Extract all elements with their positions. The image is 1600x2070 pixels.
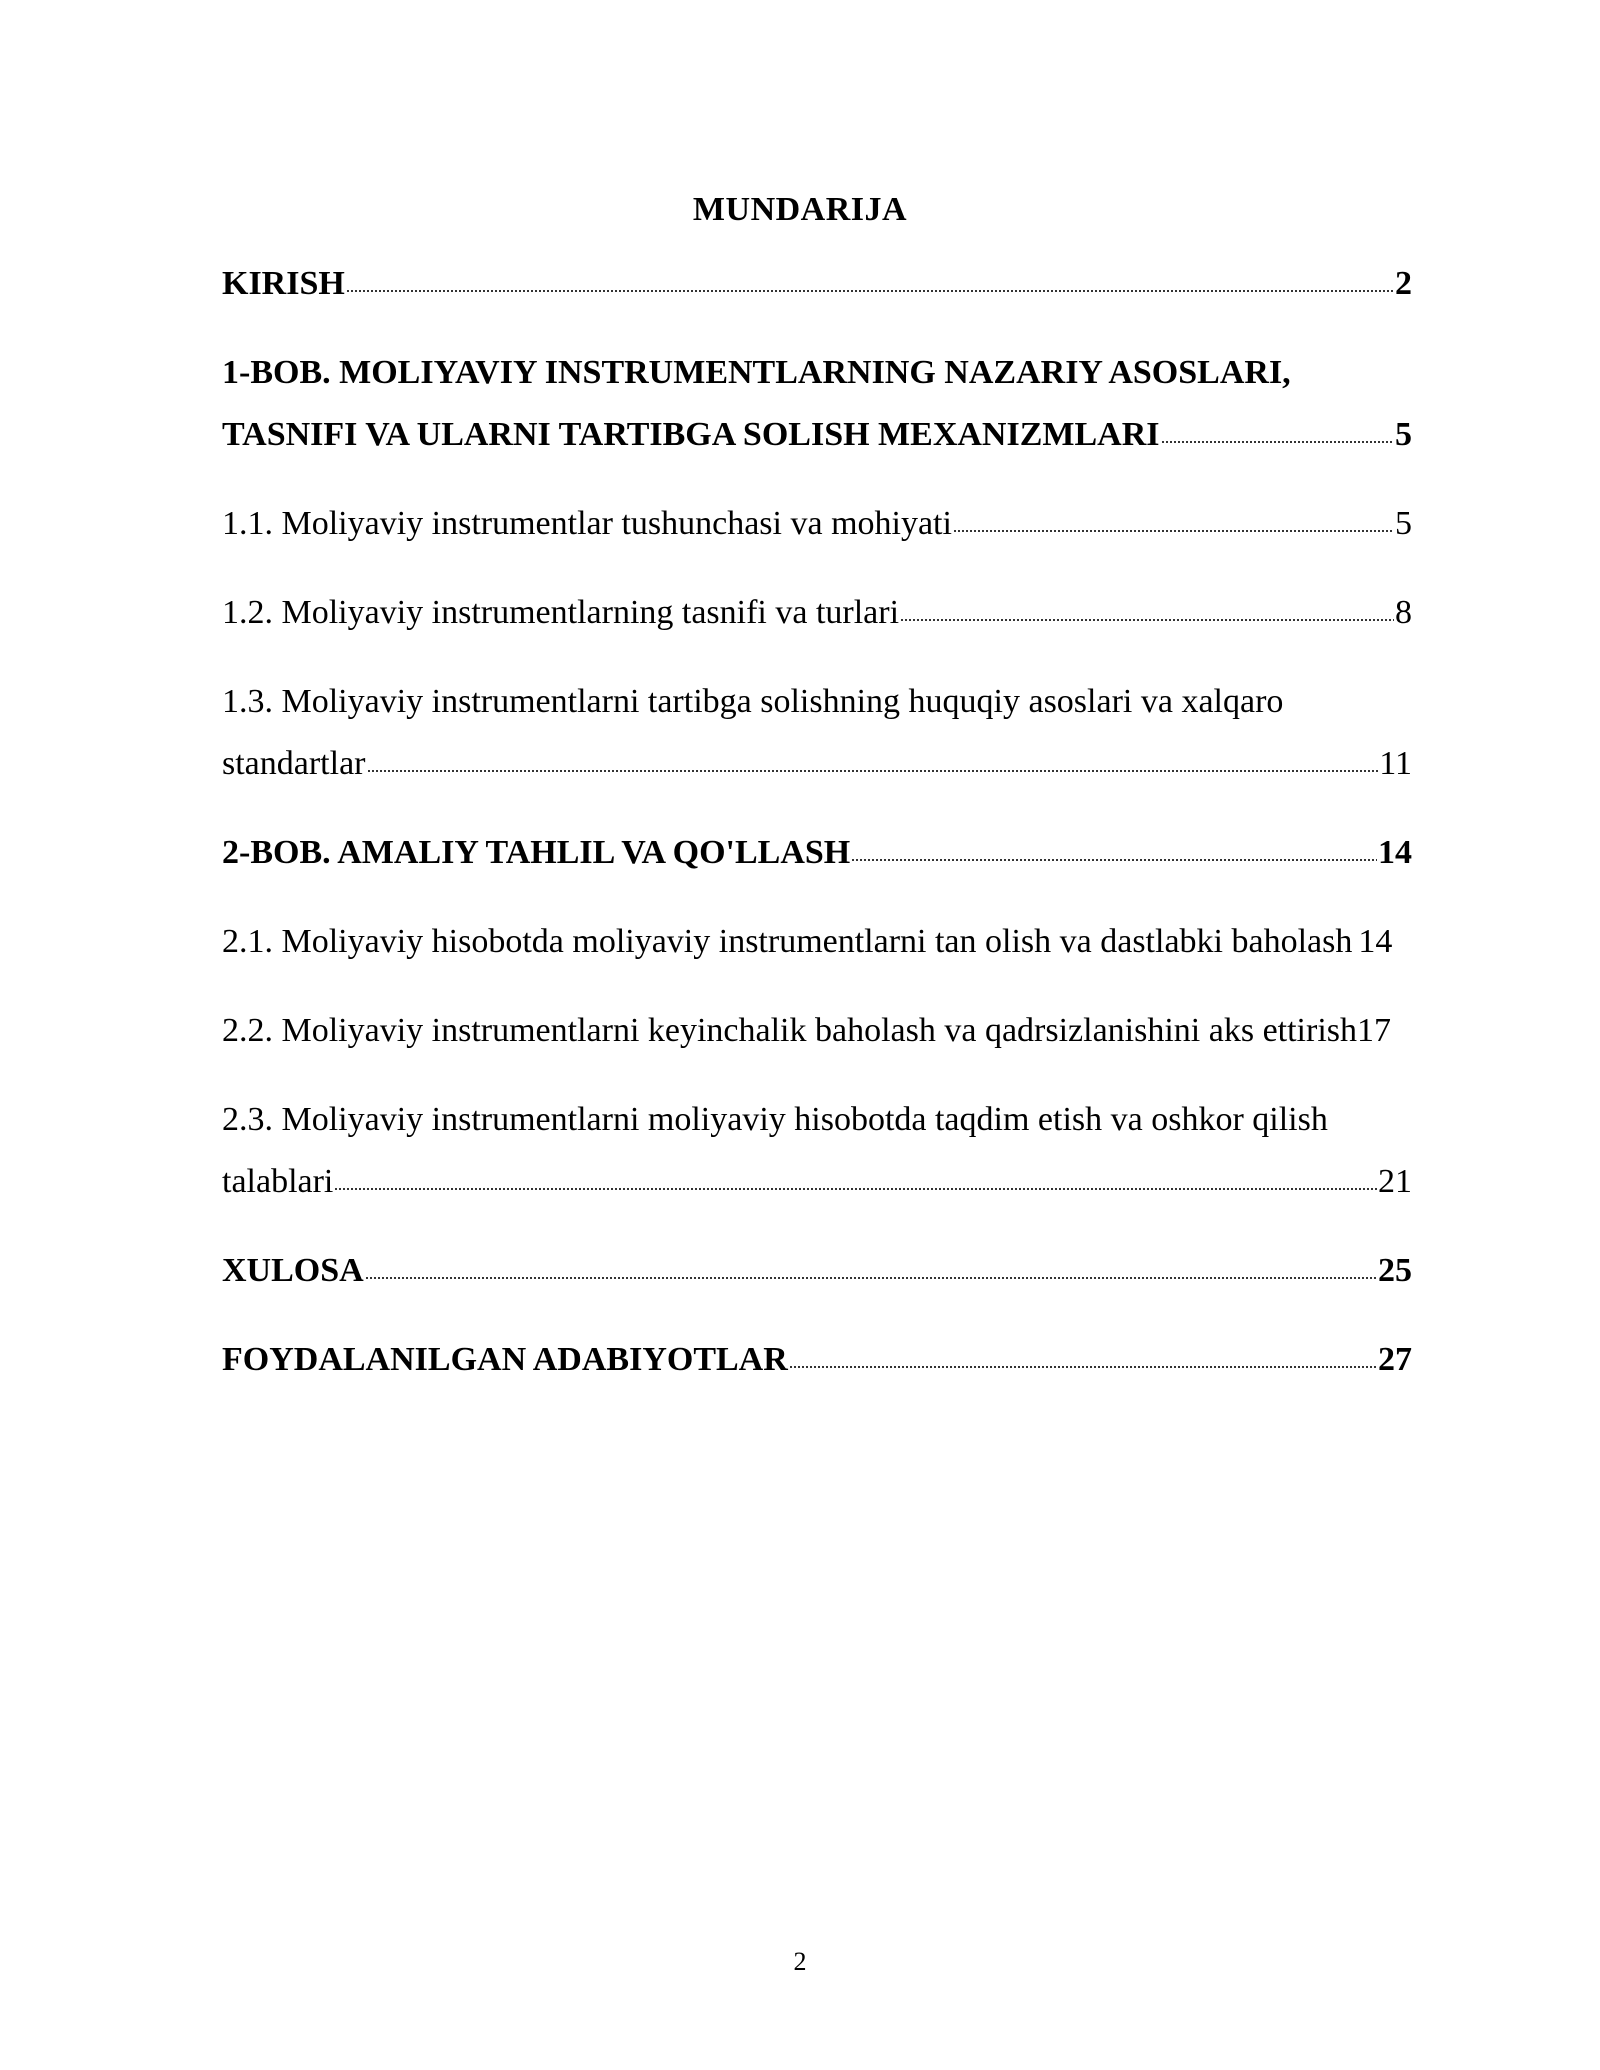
- dot-leader: [851, 859, 1377, 861]
- toc-entry-label-line1: 1.3. Moliyaviy instrumentlarni tartibga solishning huquqiy asoslari va xalqaro: [222, 683, 1284, 720]
- toc-entry-bob1[interactable]: [222, 342, 1412, 466]
- toc-entry-2-1[interactable]: [222, 911, 1412, 973]
- toc-entry-label: KIRISH: [222, 265, 345, 302]
- dot-leader: [1161, 441, 1395, 443]
- toc-entry-label-line2: talablari: [222, 1163, 334, 1200]
- page-title: MUNDARIJA: [692, 191, 908, 228]
- toc-entry-page: 14: [1378, 834, 1412, 871]
- toc-entry-label: 2.1. Moliyaviy hisobotda moliyaviy instrumentlarni tan olish va dastlabki baholash: [222, 923, 1353, 960]
- toc-entry-bob2[interactable]: [222, 822, 1412, 884]
- toc-entry-label: 1.1. Moliyaviy instrumentlar tushunchasi va mohiyati: [222, 505, 952, 542]
- toc-entry-page: 8: [1395, 594, 1412, 631]
- toc-entry-label: 2.2. Moliyaviy instrumentlarni keyinchalik baholash va qadrsizlanishini aks ettirish: [222, 1012, 1357, 1049]
- dot-leader: [789, 1366, 1377, 1368]
- toc-entry-label: 2-BOB. AMALIY TAHLIL VA QO'LLASH: [222, 834, 851, 871]
- toc-entry-label: FOYDALANILGAN ADABIYOTLAR: [222, 1341, 788, 1378]
- toc-entry-label-line2: standartlar: [222, 745, 366, 782]
- toc-entry-label-line1: 2.3. Moliyaviy instrumentlarni moliyaviy hisobotda taqdim etish va oshkor qilish: [222, 1101, 1328, 1138]
- toc-entry-1-1[interactable]: [222, 493, 1412, 555]
- toc-entry-adabiyotlar[interactable]: [222, 1329, 1412, 1391]
- toc-entry-label-line1: 1-BOB. MOLIYAVIY INSTRUMENTLARNING NAZARIY ASOSLARI,: [222, 354, 1291, 391]
- toc-entry-page: 25: [1378, 1252, 1412, 1289]
- toc-entry-page: 5: [1395, 416, 1412, 453]
- toc-entry-page: 21: [1378, 1163, 1412, 1200]
- toc-entry-label-line2: TASNIFI VA ULARNI TARTIBGA SOLISH MEXANIZMLARI: [222, 416, 1160, 453]
- dot-leader: [365, 1277, 1377, 1279]
- page-number: 2: [793, 1947, 807, 1976]
- dot-leader: [367, 770, 1379, 772]
- toc-entry-kirish[interactable]: [222, 253, 1412, 315]
- dot-leader: [900, 619, 1394, 621]
- toc-entry-page: 5: [1395, 505, 1412, 542]
- dot-leader: [953, 530, 1394, 532]
- dot-leader: [346, 290, 1394, 292]
- toc-entry-page: 2: [1395, 265, 1412, 302]
- toc-entry-1-2[interactable]: [222, 582, 1412, 644]
- toc-entry-page: 17: [1357, 1012, 1391, 1049]
- toc-entry-label: 1.2. Moliyaviy instrumentlarning tasnifi va turlari: [222, 594, 900, 631]
- toc-entry-1-3[interactable]: [222, 671, 1412, 795]
- toc-entry-2-3[interactable]: [222, 1089, 1412, 1213]
- toc-entry-xulosa[interactable]: [222, 1240, 1412, 1302]
- toc-entry-2-2[interactable]: [222, 1000, 1412, 1062]
- toc-entry-page: 27: [1378, 1341, 1412, 1378]
- dot-leader: [334, 1188, 1377, 1190]
- toc-entry-label: XULOSA: [222, 1252, 364, 1289]
- toc-entry-page: 11: [1379, 745, 1412, 782]
- toc-entry-page: 14: [1358, 923, 1393, 960]
